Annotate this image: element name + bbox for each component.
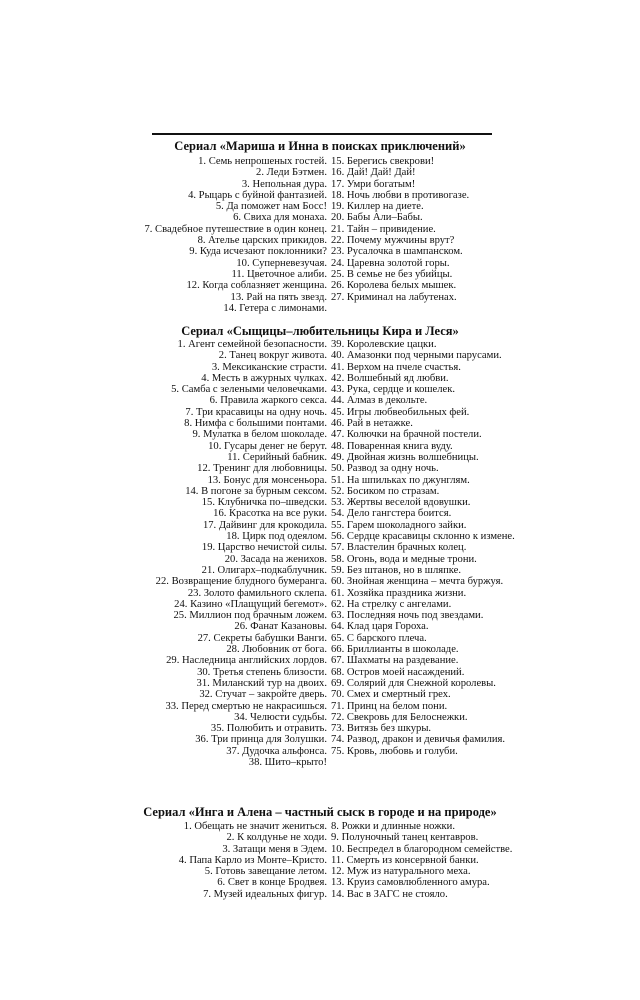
book-title: 15. Берегись свекрови! bbox=[331, 156, 435, 167]
book-title: 1. Обещать не значит жениться. bbox=[183, 821, 327, 832]
series-title: Сериал «Мариша и Инна в поисках приключений» bbox=[174, 139, 466, 153]
book-title: 63. Последняя ночь под звездами. bbox=[331, 610, 484, 622]
book-title: 40. Амазонки под черными парусами. bbox=[331, 350, 502, 362]
book-title: 18. Ночь любви в противогазе. bbox=[331, 189, 470, 201]
book-title: 16. Дай! Дай! Дай! bbox=[331, 167, 416, 179]
book-title: 71. Принц на белом пони. bbox=[331, 700, 448, 712]
book-title: 65. С барского плеча. bbox=[331, 632, 427, 644]
book-title: 13. Круиз самовлюбленного амура. bbox=[331, 877, 490, 889]
book-title: 59. Без штанов, но в шляпке. bbox=[331, 564, 462, 576]
book-title: 10. Суперневезучая. bbox=[236, 257, 327, 269]
book-title: 28. Любовник от бога. bbox=[226, 644, 327, 656]
book-title: 37. Дудочка альфонса. bbox=[226, 745, 327, 757]
book-title: 23. Русалочка в шампанском. bbox=[331, 246, 463, 258]
book-title: 56. Сердце красавицы склонно к измене. bbox=[331, 531, 515, 543]
book-title: 41. Верхом на пчеле счастья. bbox=[331, 361, 461, 373]
book-title: 12. Муж из натурального меха. bbox=[331, 866, 471, 878]
book-title: 32. Стучат – закройте дверь. bbox=[199, 689, 327, 701]
book-list-right bbox=[331, 821, 512, 900]
book-title: 45. Игры любвеобильных фей. bbox=[331, 406, 470, 418]
book-title: 27. Криминал на лабутенах. bbox=[331, 291, 457, 303]
book-title: 18. Цирк под одеялом. bbox=[226, 531, 327, 543]
book-title: 74. Развод, дракон и девичья фамилия. bbox=[331, 734, 506, 746]
book-title: 42. Волшебный яд любви. bbox=[331, 372, 449, 384]
book-title: 36. Три принца для Золушки. bbox=[195, 734, 327, 746]
book-title: 47. Колючки на брачной постели. bbox=[331, 429, 482, 441]
book-title: 46. Рай в нетажке. bbox=[331, 418, 413, 430]
book-title: 75. Кровь, любовь и голуби. bbox=[331, 745, 458, 757]
book-title: 60. Знойная женщина – мечта буржуя. bbox=[331, 576, 504, 588]
book-title: 17. Дайвинг для крокодила. bbox=[202, 519, 327, 531]
book-title: 6. Свиха для монаха. bbox=[233, 212, 327, 224]
book-list-left bbox=[144, 156, 327, 314]
book-title: 9. Полуночный танец кентавров. bbox=[331, 832, 479, 844]
book-title: 27. Секреты бабушки Ванги. bbox=[197, 632, 327, 644]
book-title: 1. Семь непрошеных гостей. bbox=[198, 156, 327, 167]
book-title: 44. Алмаз в декольте. bbox=[331, 395, 428, 407]
book-title: 21. Тайн – привидение. bbox=[331, 223, 436, 235]
book-title: 70. Смех и смертный грех. bbox=[331, 689, 451, 701]
book-title: 52. Босиком по стразам. bbox=[331, 485, 440, 497]
book-list-right bbox=[331, 339, 515, 757]
book-title: 19. Киллер на диете. bbox=[331, 201, 424, 213]
book-title: 55. Гарем шоколадного зайки. bbox=[331, 519, 467, 531]
book-title: 5. Готовь завещание летом. bbox=[204, 866, 327, 878]
book-title: 10. Гусары денег не берут. bbox=[208, 440, 327, 452]
book-title: 3. Мексиканские страсти. bbox=[211, 361, 327, 373]
book-title: 22. Возвращение блудного бумеранга. bbox=[155, 576, 327, 588]
book-title: 49. Двойная жизнь волшебницы. bbox=[331, 451, 479, 463]
book-title: 10. Беспредел в благородном семействе. bbox=[331, 843, 513, 855]
book-title: 8. Нимфа с большими понтами. bbox=[184, 418, 327, 430]
book-title: 51. На шпильках по джунглям. bbox=[331, 474, 470, 486]
book-title: 33. Перед смертью не накрасишься. bbox=[165, 700, 327, 712]
book-title: 67. Шахматы на раздевание. bbox=[331, 655, 459, 667]
book-title: 73. Витязь без шкуры. bbox=[331, 723, 432, 735]
book-title: 9. Куда исчезают поклонники? bbox=[189, 246, 327, 258]
book-title: 14. Вас в ЗАГС не стояло. bbox=[331, 888, 448, 900]
book-title: 7. Три красавицы на одну ночь. bbox=[185, 406, 327, 418]
book-title: 6. Свет в конце Бродвея. bbox=[217, 877, 327, 889]
book-title: 16. Красотка на все руки. bbox=[213, 508, 327, 520]
book-title: 17. Умри богатым! bbox=[331, 178, 416, 190]
book-title: 11. Смерть из консервной банки. bbox=[331, 854, 479, 866]
book-title: 7. Свадебное путешествие в один конец. bbox=[144, 223, 327, 235]
book-title: 11. Цветочное алиби. bbox=[231, 268, 327, 280]
book-title: 5. Самба с зелеными человечками. bbox=[171, 384, 327, 396]
book-title: 69. Солярий для Снежной королевы. bbox=[331, 677, 496, 689]
book-title: 72. Свекровь для Белоснежки. bbox=[331, 711, 468, 723]
book-title: 38. Шито–крыто! bbox=[248, 756, 327, 768]
book-title: 3. Затащи меня в Эдем. bbox=[222, 843, 327, 855]
book-title: 53. Жертвы веселой вдовушки. bbox=[331, 497, 471, 509]
book-title: 30. Третья степень близости. bbox=[197, 666, 327, 678]
book-title: 7. Музей идеальных фигур. bbox=[203, 888, 327, 900]
book-title: 6. Правила жаркого секса. bbox=[209, 395, 327, 407]
book-list-left bbox=[156, 339, 327, 768]
book-title: 22. Почему мужчины врут? bbox=[331, 235, 455, 247]
book-title: 20. Бабы Али–Бабы. bbox=[331, 212, 423, 224]
book-title: 34. Челюсти судьбы. bbox=[234, 711, 327, 723]
book-title: 50. Развод за одну ночь. bbox=[331, 463, 439, 475]
book-title: 26. Королева белых мышек. bbox=[331, 280, 457, 292]
book-title: 13. Бонус для монсеньора. bbox=[207, 474, 327, 486]
book-title: 24. Казино «Плащущий бегемот». bbox=[174, 598, 327, 610]
book-title: 29. Наследница английских лордов. bbox=[166, 655, 327, 667]
book-title: 58. Огонь, вода и медные трони. bbox=[331, 553, 477, 565]
book-title: 15. Клубничка по–шведски. bbox=[201, 497, 327, 509]
book-title: 21. Олигарх–подкаблучник. bbox=[201, 564, 327, 576]
book-title: 11. Серийный бабник. bbox=[227, 451, 327, 463]
book-title: 12. Тренинг для любовницы. bbox=[197, 463, 327, 475]
book-title: 48. Поваренная книга вуду. bbox=[331, 440, 453, 452]
book-title: 25. В семье не без убийцы. bbox=[331, 268, 453, 280]
book-title: 13. Рай на пять звезд. bbox=[230, 291, 327, 303]
book-title: 26. Фанат Казановы. bbox=[234, 621, 327, 633]
series-title: Сериал «Сыщицы–любительницы Кира и Леся» bbox=[181, 324, 459, 338]
book-title: 8. Ателье царских прикидов. bbox=[197, 235, 327, 247]
book-title: 68. Остров моей насаждений. bbox=[331, 666, 465, 678]
book-title: 5. Да поможет нам Босс! bbox=[215, 201, 327, 213]
book-title: 20. Засада на женихов. bbox=[224, 553, 327, 565]
book-title: 54. Дело гангстера боится. bbox=[331, 508, 452, 520]
book-title: 14. В погоне за бурным сексом. bbox=[185, 485, 327, 497]
book-title: 43. Рука, сердце и кошелек. bbox=[331, 384, 456, 396]
book-title: 64. Клад царя Гороха. bbox=[331, 621, 429, 633]
book-title: 24. Царевна золотой горы. bbox=[331, 257, 450, 269]
book-title: 2. Леди Бэтмен. bbox=[256, 167, 327, 179]
book-title: 66. Бриллианты в шоколаде. bbox=[331, 644, 459, 656]
book-title: 9. Мулатка в белом шоколаде. bbox=[192, 429, 327, 441]
book-list-right bbox=[331, 156, 469, 303]
book-title: 25. Миллион под брачным ложем. bbox=[173, 610, 327, 622]
book-title: 57. Властелин брачных колец. bbox=[331, 542, 467, 554]
book-title: 19. Царство нечистой силы. bbox=[201, 542, 327, 554]
book-title: 8. Рожки и длинные ножки. bbox=[331, 821, 455, 832]
book-title: 3. Непольная дура. bbox=[241, 178, 327, 190]
book-title: 23. Золото фамильного склепа. bbox=[187, 587, 327, 599]
book-title: 1. Агент семейной безопасности. bbox=[177, 339, 327, 350]
book-title: 2. К колдунье не ходи. bbox=[226, 832, 327, 844]
book-title: 4. Папа Карло из Монте–Кристо. bbox=[178, 854, 327, 866]
book-title: 62. На стрелку с ангелами. bbox=[331, 598, 452, 610]
book-title: 39. Королевские цацки. bbox=[331, 339, 437, 350]
book-title: 14. Гетера с лимонами. bbox=[223, 302, 327, 314]
book-list-left bbox=[179, 821, 327, 900]
book-title: 31. Миланский тур на двоих. bbox=[196, 677, 327, 689]
series-title: Сериал «Инга и Алена – частный сыск в городе и на природе» bbox=[143, 805, 497, 819]
book-title: 4. Месть в ажурных чулках. bbox=[201, 372, 327, 384]
book-title: 2. Танец вокруг живота. bbox=[218, 350, 327, 362]
book-title: 4. Рыцарь с буйной фантазией. bbox=[188, 189, 327, 201]
book-title: 61. Хозяйка праздника жизни. bbox=[331, 587, 467, 599]
top-rule bbox=[152, 133, 492, 135]
book-title: 12. Когда соблазняет женщина. bbox=[186, 280, 327, 292]
book-title: 35. Полюбить и отравить. bbox=[210, 723, 327, 735]
